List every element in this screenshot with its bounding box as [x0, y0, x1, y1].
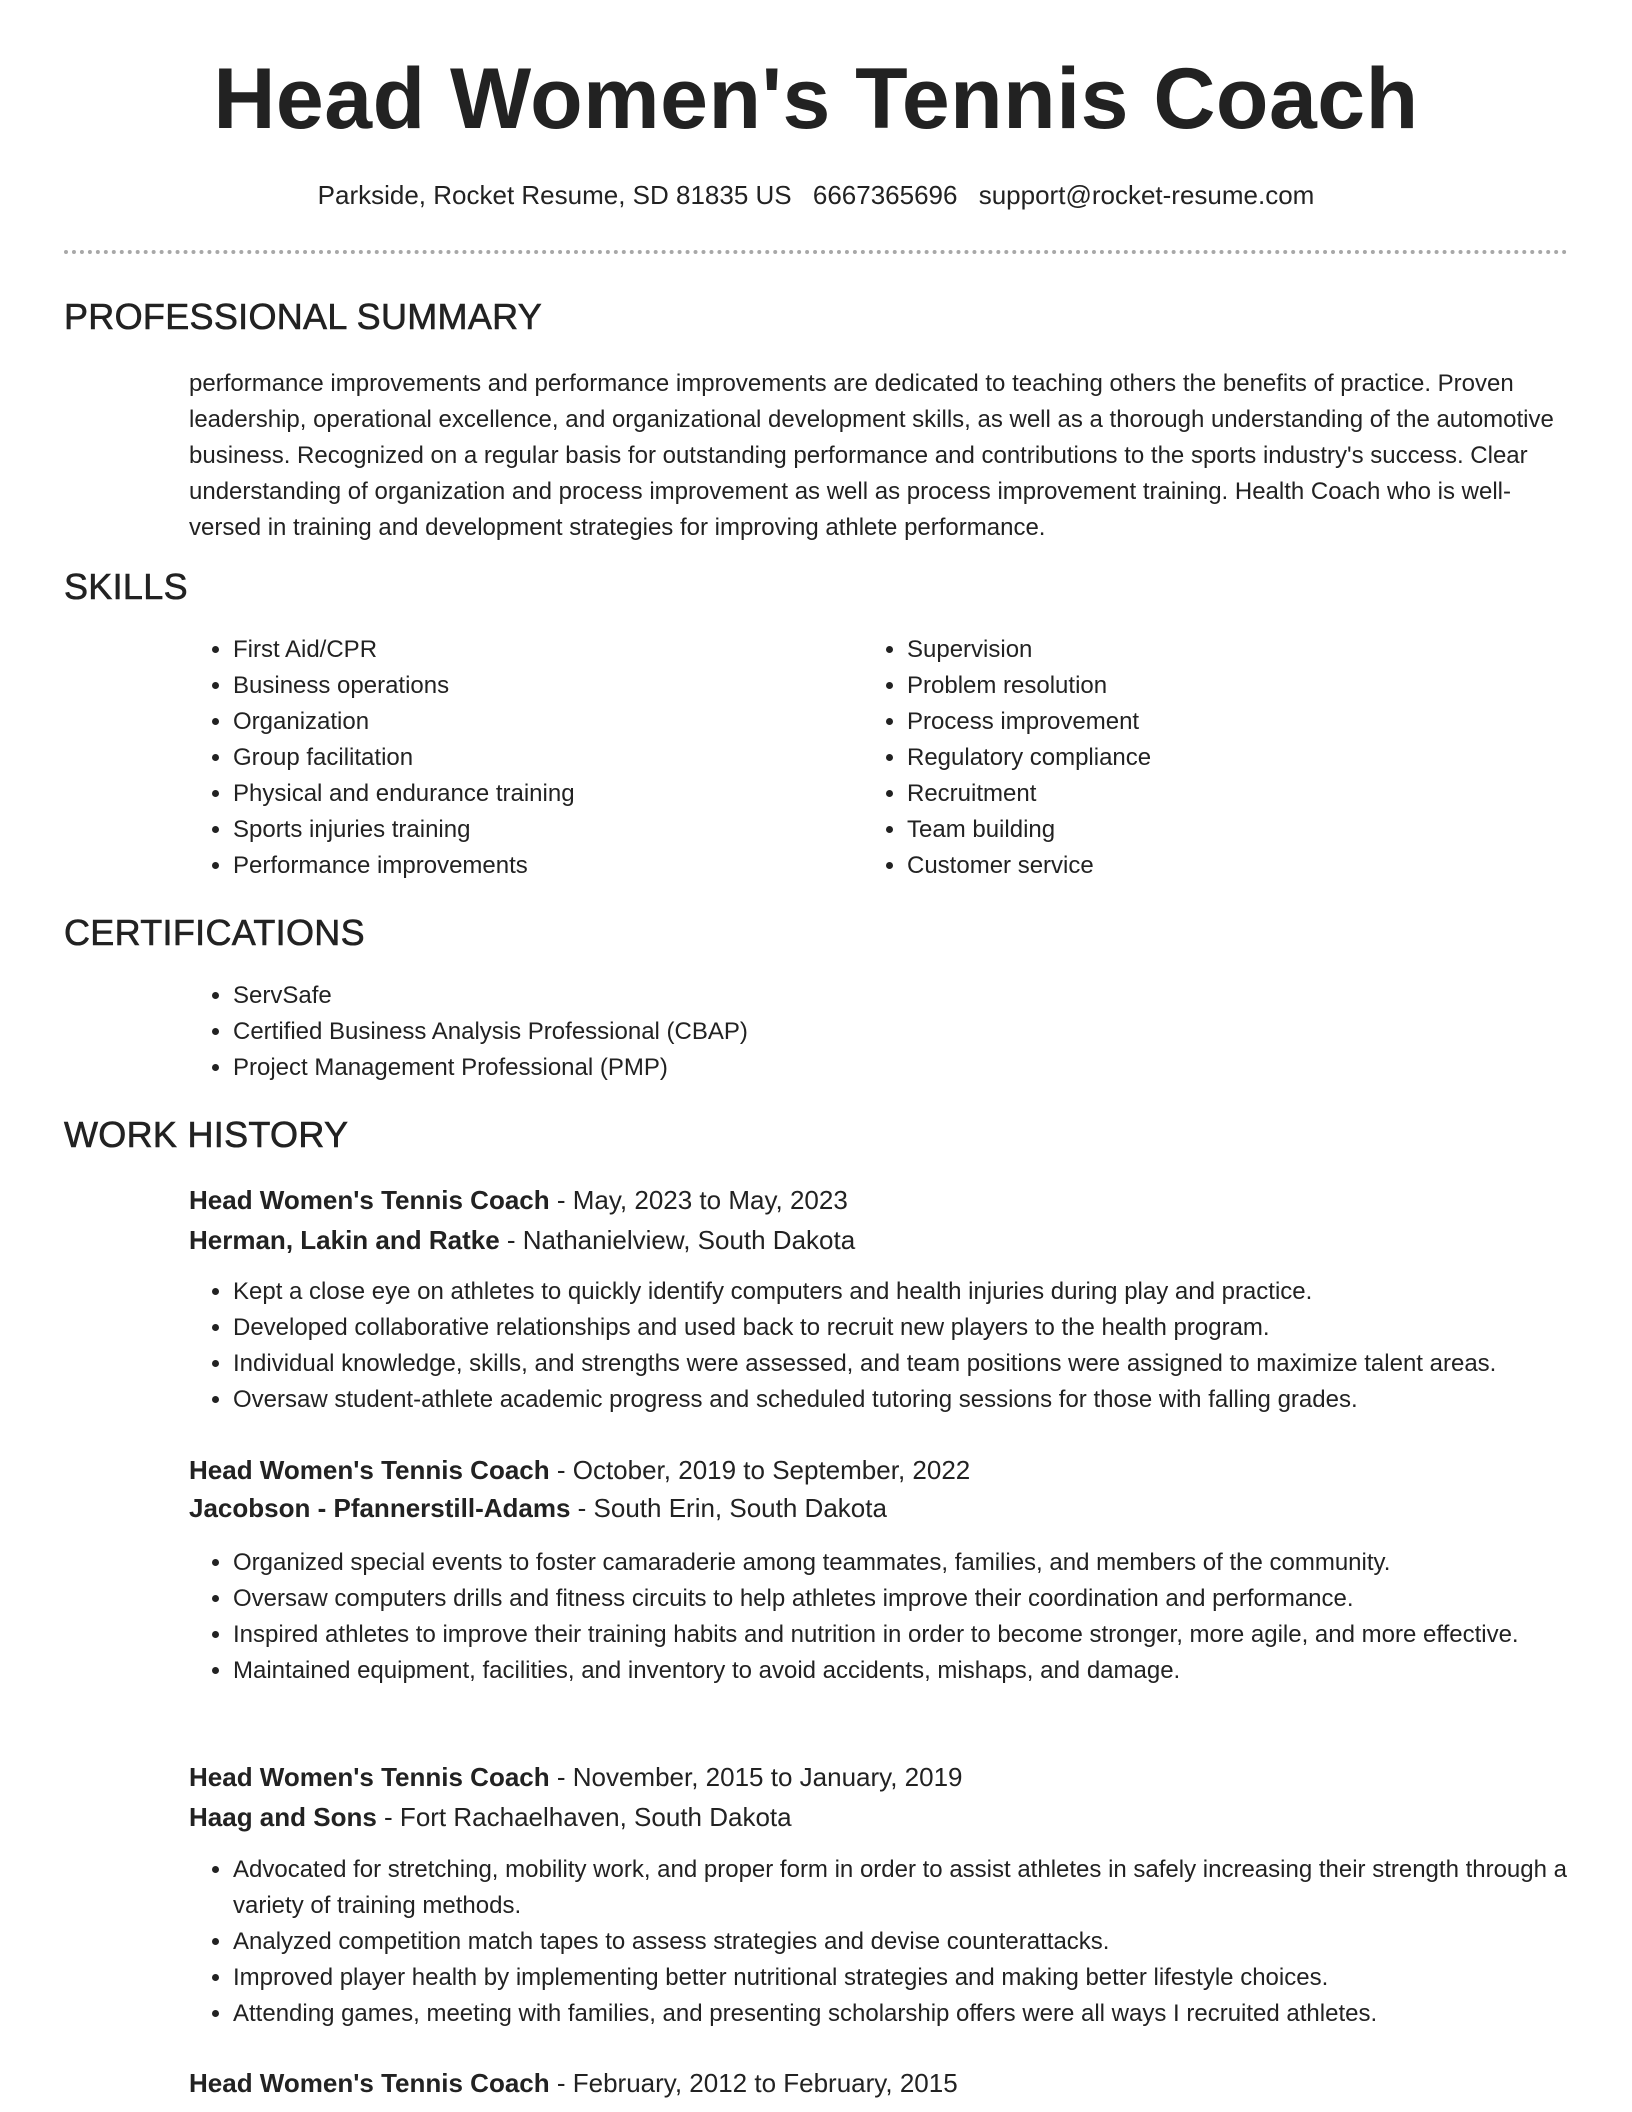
- job-bullet: • Advocated for stretching, mobility work, and proper form in order to assist athletes in safely increasing their strength through a variety of training methods.: [233, 1852, 1573, 1924]
- skill-item: • Sports injuries training: [233, 812, 833, 848]
- job-bullet: • Improved player health by implementing better nutritional strategies and making better lifestyle choices.: [233, 1960, 1573, 1996]
- skills-list-left: [189, 632, 833, 884]
- skill-item: • Process improvement: [907, 704, 1507, 740]
- job-bullet: • Maintained equipment, facilities, and inventory to avoid accidents, mishaps, and damage.: [233, 1653, 1533, 1689]
- job-company-line: [189, 1489, 887, 1527]
- skill-item: • Regulatory compliance: [907, 740, 1507, 776]
- job-title-line: [189, 2064, 958, 2102]
- skill-item: • Organization: [233, 704, 833, 740]
- skill-item: • Recruitment: [907, 776, 1507, 812]
- skill-item: • Group facilitation: [233, 740, 833, 776]
- job-bullet: • Organized special events to foster camaraderie among teammates, families, and members of the community.: [233, 1545, 1533, 1581]
- job-bullet: • Attending games, meeting with families, and presenting scholarship offers were all ways I recruited athletes.: [233, 1996, 1573, 2032]
- job-bullets: [189, 1852, 1573, 2032]
- job-bullet: • Analyzed competition match tapes to assess strategies and devise counterattacks.: [233, 1924, 1573, 1960]
- skill-item: • Physical and endurance training: [233, 776, 833, 812]
- section-title-skills: SKILLS: [64, 566, 188, 607]
- section-title-work-history: WORK HISTORY: [64, 1114, 349, 1155]
- certification-item: • Project Management Professional (PMP): [233, 1050, 1233, 1086]
- job-role: Head Women's Tennis Coach: [189, 1185, 550, 1215]
- candidate-name: Head Women's Tennis Coach: [213, 51, 1419, 147]
- skill-item: • Team building: [907, 812, 1507, 848]
- skill-item: • First Aid/CPR: [233, 632, 833, 668]
- certification-item: • ServSafe: [233, 978, 1233, 1014]
- job-bullets: [189, 1545, 1533, 1689]
- job-bullet: • Inspired athletes to improve their training habits and nutrition in order to become stronger, more agile, and more effective.: [233, 1617, 1533, 1653]
- job-company-line: [189, 1798, 792, 1836]
- contact-phone: 6667365696: [812, 180, 958, 210]
- section-title-certifications: CERTIFICATIONS: [64, 912, 365, 953]
- job-company: Haag and Sons: [189, 1802, 377, 1832]
- job-title-line: [189, 1758, 963, 1796]
- skill-item: • Performance improvements: [233, 848, 833, 884]
- job-company: Herman, Lakin and Ratke: [189, 1225, 500, 1255]
- section-title-summary: PROFESSIONAL SUMMARY: [64, 296, 543, 337]
- job-dates: - February, 2012 to February, 2015: [549, 2068, 958, 2098]
- job-bullet: • Developed collaborative relationships and used back to recruit new players to the health program.: [233, 1310, 1632, 1346]
- job-bullet: • Oversaw computers drills and fitness circuits to help athletes improve their coordination and performance.: [233, 1581, 1533, 1617]
- job-dates: - November, 2015 to January, 2019: [549, 1762, 963, 1792]
- summary-text: performance improvements and performance improvements are dedicated to teaching others the benefits of practice. Proven leadership, operational excellence, and organizational development skills, as well as a thorough understanding of the automotive business. Recognized on a regular basis for outstanding performance and contributions to the sports industry's success. Clear understanding of organization and process improvement as well as process improvement training. Health Coach who is well-versed in training and development strategies for improving athlete performance.: [189, 370, 1554, 541]
- job-bullet: • Individual knowledge, skills, and strengths were assessed, and team positions were assigned to maximize talent areas.: [233, 1346, 1632, 1382]
- skills-list-right: [863, 632, 1507, 884]
- job-dates: - May, 2023 to May, 2023: [549, 1185, 848, 1215]
- contact-line: [0, 180, 1632, 211]
- certification-item: • Certified Business Analysis Professional (CBAP): [233, 1014, 1233, 1050]
- skill-item: • Supervision: [907, 632, 1507, 668]
- job-title-line: [189, 1451, 970, 1489]
- job-bullets: [189, 1274, 1632, 1418]
- job-location: - South Erin, South Dakota: [570, 1493, 887, 1523]
- header-divider: [64, 250, 1568, 254]
- job-role: Head Women's Tennis Coach: [189, 1455, 550, 1485]
- skill-item: • Business operations: [233, 668, 833, 704]
- contact-address: Parkside, Rocket Resume, SD 81835 US: [317, 180, 792, 210]
- skill-item: • Problem resolution: [907, 668, 1507, 704]
- contact-email: support@rocket-resume.com: [978, 180, 1315, 210]
- job-location: - Fort Rachaelhaven, South Dakota: [376, 1802, 792, 1832]
- job-location: - Nathanielview, South Dakota: [499, 1225, 856, 1255]
- certifications-list: [189, 978, 1233, 1086]
- job-company: Jacobson - Pfannerstill-Adams: [189, 1493, 571, 1523]
- job-company-line: [189, 1221, 855, 1259]
- job-bullet: • Oversaw student-athlete academic progress and scheduled tutoring sessions for those with falling grades.: [233, 1382, 1632, 1418]
- job-bullet: • Kept a close eye on athletes to quickly identify computers and health injuries during play and practice.: [233, 1274, 1632, 1310]
- job-dates: - October, 2019 to September, 2022: [549, 1455, 971, 1485]
- job-role: Head Women's Tennis Coach: [189, 2068, 550, 2098]
- job-title-line: [189, 1181, 848, 1219]
- job-role: Head Women's Tennis Coach: [189, 1762, 550, 1792]
- skill-item: • Customer service: [907, 848, 1507, 884]
